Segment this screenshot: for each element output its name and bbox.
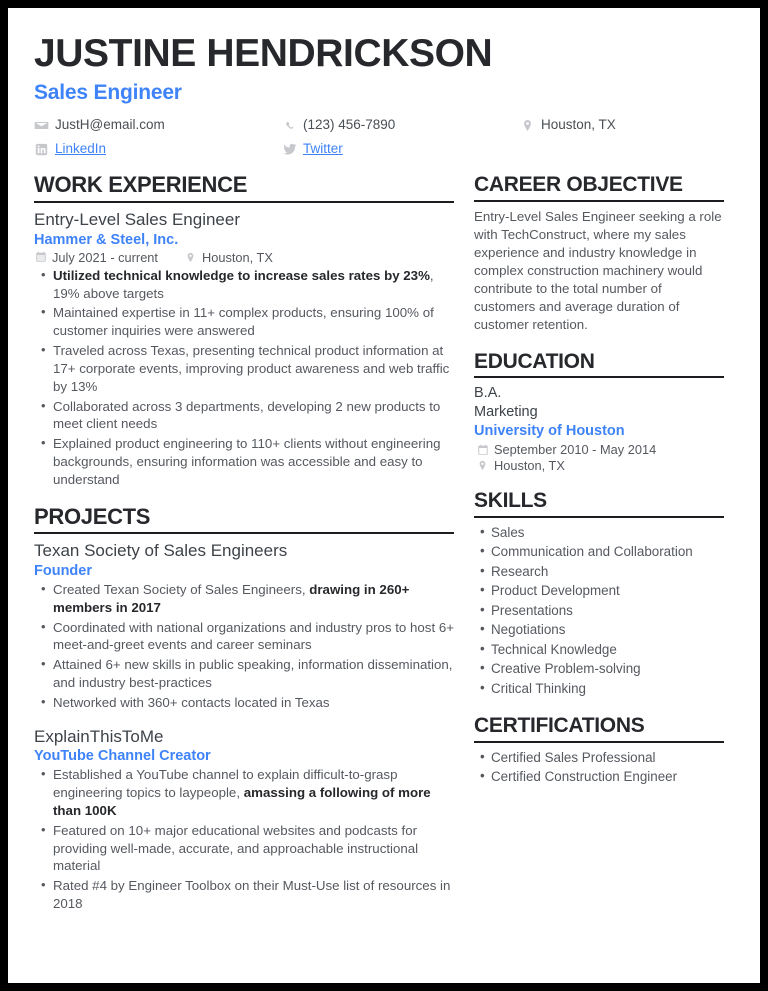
work-dates: [34, 250, 158, 265]
list-item: [53, 766, 454, 819]
section-divider: [34, 532, 454, 534]
list-item: • Collaborated across 3 departments, developing 2 new products to meet client needs: [53, 398, 454, 434]
list-item: [53, 581, 454, 617]
phone-icon: [282, 118, 297, 133]
map-pin-icon: [520, 118, 535, 133]
map-pin-icon: [476, 459, 489, 472]
page-title: JUSTINE HENDRICKSON: [34, 32, 493, 75]
work-bullets: [34, 267, 454, 489]
project-role: Founder: [34, 562, 92, 579]
contact-linkedin-label[interactable]: LinkedIn: [55, 141, 107, 157]
work-location: [184, 250, 273, 265]
right-column: [474, 173, 724, 802]
list-item: • Communication and Collaboration: [491, 543, 724, 562]
list-item: • Creative Problem-solving: [491, 660, 724, 679]
bullet-text: Established a YouTube channel to explain difficult-to-grasp engineering topics to laypeople,: [53, 767, 398, 801]
certifications-list: [474, 749, 724, 787]
project-role: YouTube Channel Creator: [34, 748, 211, 765]
section-title-projects: PROJECTS: [34, 503, 151, 529]
list-item: • Networked with 360+ contacts located in Texas: [53, 694, 454, 712]
list-item: [53, 267, 454, 303]
list-item: • Attained 6+ new skills in public speaking, information dissemination, and industry best-practices: [53, 656, 454, 692]
section-skills: [474, 489, 724, 698]
section-education: [474, 350, 724, 474]
education-field: Marketing: [474, 403, 538, 420]
contact-phone: [282, 115, 520, 135]
section-divider: [474, 741, 724, 743]
work-role: Entry-Level Sales Engineer: [34, 210, 241, 230]
section-divider: [474, 516, 724, 518]
calendar-icon: [34, 251, 47, 264]
list-item: • Rated #4 by Engineer Toolbox on their Must-Use list of resources in 2018: [53, 877, 454, 913]
work-location-label: Houston, TX: [201, 249, 273, 265]
bullet-bold: Utilized technical knowledge to increase sales rates by 23%: [53, 267, 430, 283]
bullet-text: Created Texan Society of Sales Engineers,: [53, 581, 310, 597]
list-item: • Product Development: [491, 582, 724, 601]
contact-phone-label: (123) 456-7890: [303, 116, 396, 132]
bullet-text: , 19% above targets: [53, 267, 434, 301]
list-item: • Traveled across Texas, presenting technical product information at 17+ corporate events, improving product awareness and web traffic by 13%: [53, 342, 454, 395]
section-divider: [474, 376, 724, 378]
job-title: Sales Engineer: [34, 80, 182, 104]
work-organization: Hammer & Steel, Inc.: [34, 231, 179, 248]
list-item: • Negotiations: [491, 621, 724, 640]
list-item: • Maintained expertise in 11+ complex products, ensuring 100% of customer inquiries were answered: [53, 304, 454, 340]
section-title-certifications: CERTIFICATIONS: [474, 714, 645, 738]
section-title-education: EDUCATION: [474, 349, 595, 373]
linkedin-icon: [34, 142, 49, 157]
education-degree: B.A.: [474, 385, 502, 402]
education-meta: [476, 442, 724, 473]
contact-location: [520, 115, 738, 135]
list-item: • Presentations: [491, 602, 724, 621]
education-school: University of Houston: [474, 422, 625, 439]
section-title-work-experience: WORK EXPERIENCE: [34, 172, 248, 198]
work-meta: [34, 250, 454, 265]
section-work-experience: [34, 173, 454, 488]
list-item: • Technical Knowledge: [491, 641, 724, 660]
resume-page: [8, 8, 760, 983]
contact-grid: [34, 115, 738, 160]
section-title-skills: SKILLS: [474, 489, 547, 513]
resume-header: [34, 34, 738, 159]
section-title-career-objective: CAREER OBJECTIVE: [474, 173, 683, 197]
education-dates-label: September 2010 - May 2014: [494, 442, 657, 458]
list-item: • Sales: [491, 524, 724, 543]
contact-location-label: Houston, TX: [541, 116, 616, 132]
bullet-bold: amassing a following of more than 100K: [53, 785, 431, 818]
section-career-objective: [474, 173, 724, 333]
project-name: ExplainThisToMe: [34, 726, 164, 746]
list-item: • Explained product engineering to 110+ clients without engineering backgrounds, ensuring information was accessible and easy to understand: [53, 435, 454, 488]
contact-email-label: JustH@email.com: [55, 116, 165, 132]
contact-email: [34, 115, 282, 135]
list-item: • Certified Construction Engineer: [491, 768, 724, 787]
section-divider: [34, 201, 454, 203]
calendar-icon: [476, 443, 489, 456]
map-pin-icon: [184, 251, 197, 264]
education-dates: [476, 442, 724, 457]
list-item: • Certified Sales Professional: [491, 749, 724, 768]
project-bullets: [34, 766, 454, 913]
contact-linkedin[interactable]: [34, 139, 282, 159]
project-name: Texan Society of Sales Engineers: [34, 541, 288, 561]
education-location: [476, 458, 724, 473]
left-column: [34, 173, 474, 928]
contact-twitter[interactable]: [282, 139, 520, 159]
project-entry: [34, 540, 454, 711]
bullet-bold: drawing in 260+ members in 2017: [53, 581, 410, 615]
education-location-label: Houston, TX: [494, 458, 565, 474]
skills-list: [474, 524, 724, 699]
career-objective-text: Entry-Level Sales Engineer seeking a role with TechConstruct, where my sales experience and industry knowledge in complex construction machinery would contribute to the total number of customers and average duration of customer retention.: [474, 208, 722, 332]
work-dates-label: July 2021 - current: [52, 249, 158, 265]
section-certifications: [474, 714, 724, 787]
project-bullets: [34, 581, 454, 712]
twitter-icon: [282, 142, 297, 157]
list-item: • Research: [491, 563, 724, 582]
envelope-icon: [34, 118, 49, 133]
section-divider: [474, 200, 724, 202]
list-item: • Critical Thinking: [491, 680, 724, 699]
list-item: • Coordinated with national organizations and industry pros to host 6+ meet-and-greet events and career seminars: [53, 619, 454, 655]
contact-twitter-label[interactable]: Twitter: [303, 141, 343, 157]
project-entry: [34, 726, 454, 913]
work-entry: [34, 209, 454, 489]
section-projects: [34, 505, 454, 913]
list-item: • Featured on 10+ major educational websites and podcasts for providing well-made, accurate, and approachable instructional material: [53, 822, 454, 875]
